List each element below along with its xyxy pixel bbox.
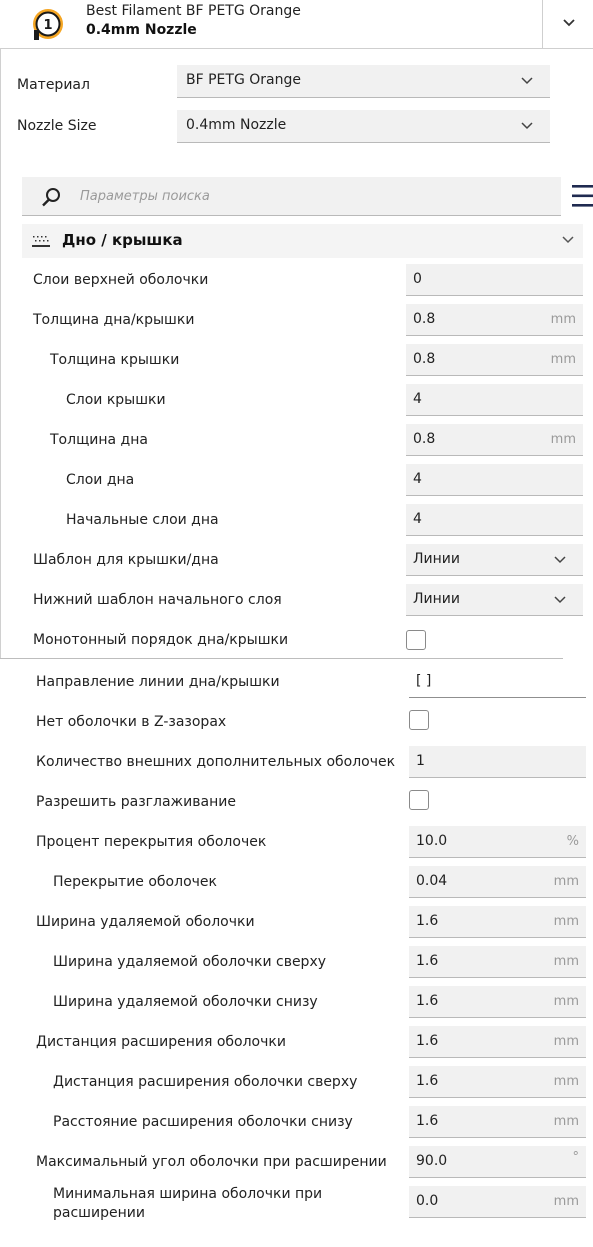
setting-unit: mm [550,352,576,367]
setting-value: 1.6 [416,1113,439,1129]
setting-value: 10.0 [416,833,448,849]
setting-label: Слои крышки [66,392,166,408]
bottom-skin-expand-distance-input[interactable] [409,1106,586,1138]
setting-value: Линии [413,591,460,607]
ironing-checkbox[interactable] [409,790,429,810]
setting-label [53,1185,322,1223]
setting-top-bottom-pattern [0,544,593,578]
setting-unit: ° [572,1150,579,1165]
material-title: Best Filament BF PETG Orange [86,3,301,19]
setting-unit: mm [550,432,576,447]
setting-value: 0 [413,271,422,287]
top-thickness-input[interactable] [406,344,583,376]
setting-value: 0.0 [416,1193,439,1209]
setting-value: 1.6 [416,1073,439,1089]
setting-initial-bottom-pattern [0,584,593,618]
initial-bottom-pattern-select[interactable] [406,584,583,616]
nozzle-title: 0.4mm Nozzle [86,22,197,38]
setting-label: Количество внешних дополнительных оболочек [36,754,396,770]
nozzle-select-value: 0.4mm Nozzle [186,117,287,133]
skin-overlap-input[interactable] [409,866,586,898]
setting-unit: mm [553,1034,579,1049]
chevron-down-icon[interactable] [560,14,578,32]
setting-label: Расстояние расширения оболочки снизу [53,1114,353,1130]
setting-unit: mm [553,914,579,929]
setting-skin-overlap [0,866,593,900]
no-skin-z-gaps-checkbox[interactable] [409,710,429,730]
setting-label: Слои дна [66,472,135,488]
max-skin-angle-input[interactable] [409,1146,586,1178]
chevron-down-icon [553,593,567,607]
top-skin-expand-distance-input[interactable] [409,1066,586,1098]
setting-unit: mm [553,1074,579,1089]
search-input[interactable] [22,177,561,216]
setting-value: 4 [413,471,422,487]
setting-value: 1 [416,753,425,769]
divider [0,658,563,659]
section-header-top-bottom[interactable] [22,224,583,258]
setting-label: Дистанция расширения оболочки сверху [53,1074,358,1090]
setting-top-thickness [0,344,593,378]
setting-label: Ширина удаляемой оболочки сверху [53,954,327,970]
setting-top-bottom-thickness [0,304,593,338]
search-placeholder: Параметры поиска [80,189,210,204]
setting-unit: % [566,834,579,849]
skin-expand-distance-input[interactable] [409,1026,586,1058]
setting-bottom-thickness [0,424,593,458]
top-bottom-icon [32,234,50,248]
setting-value: 0.8 [413,311,436,327]
setting-label: Ширина удаляемой оболочки снизу [53,994,318,1010]
setting-value: 90.0 [416,1153,448,1169]
setting-skin-expand-distance [0,1026,593,1060]
setting-label-line2: расширении [53,1205,145,1221]
setting-unit: mm [553,1194,579,1209]
setting-initial-bottom-layers [0,504,593,538]
setting-unit: mm [553,874,579,889]
setting-value: 0.8 [413,351,436,367]
skin-removal-width-input[interactable] [409,906,586,938]
menu-icon[interactable] [572,183,593,209]
setting-no-skin-z-gaps [0,706,593,740]
nozzle-label: Nozzle Size [17,118,97,134]
setting-label: Начальные слои дна [66,512,219,528]
setting-label: Толщина крышки [50,352,180,368]
material-select-value: BF PETG Orange [186,72,301,88]
setting-value: 1.6 [416,993,439,1009]
setting-unit: mm [550,312,576,327]
setting-skin-overlap-percent [0,826,593,860]
setting-skin-removal-width [0,906,593,940]
setting-top-skin-expand-distance [0,1066,593,1100]
top-skin-removal-width-input[interactable] [409,946,586,978]
setting-unit: mm [553,954,579,969]
top-bottom-pattern-select[interactable] [406,544,583,576]
chevron-down-icon [553,553,567,567]
chevron-down-icon [520,74,534,88]
setting-top-skin-removal-width [0,946,593,980]
initial-bottom-layers-input[interactable] [406,504,583,536]
setting-label: Дистанция расширения оболочки [36,1034,286,1050]
setting-value: 1.6 [416,913,439,929]
setting-value: 0.04 [416,873,448,889]
bottom-thickness-input[interactable] [406,424,583,456]
setting-label: Толщина дна/крышки [33,312,195,328]
setting-bottom-skin-removal-width [0,986,593,1020]
material-label: Материал [17,77,90,93]
setting-max-skin-angle [0,1146,593,1180]
skin-overlap-percent-input[interactable] [409,826,586,858]
setting-monotonic-order [0,624,593,658]
setting-value: Линии [413,551,460,567]
material-select[interactable] [177,65,550,98]
top-layers-input[interactable] [406,264,583,296]
top-layers-count-input[interactable] [406,384,583,416]
setting-unit: mm [553,1114,579,1129]
setting-label: Нет оболочки в Z-зазорах [36,714,227,730]
setting-line-directions [0,666,593,700]
setting-label: Шаблон для крышки/дна [33,552,219,568]
setting-label: Ширина удаляемой оболочки [36,914,255,930]
setting-min-skin-width [0,1186,593,1226]
setting-value: 1.6 [416,1033,439,1049]
top-bottom-thickness-input[interactable] [406,304,583,336]
line-directions-input[interactable] [409,666,586,698]
setting-value: 1.6 [416,953,439,969]
monotonic-order-checkbox[interactable] [406,630,426,650]
setting-label-line1: Минимальная ширина оболочки при [53,1186,323,1202]
extra-skin-walls-input[interactable] [409,746,586,778]
nozzle-select[interactable] [177,110,550,143]
setting-bottom-skin-expand-distance [0,1106,593,1140]
bottom-skin-removal-width-input[interactable] [409,986,586,1018]
setting-label: Монотонный порядок дна/крышки [33,632,289,648]
setting-ironing [0,786,593,820]
setting-label: Нижний шаблон начального слоя [33,592,282,608]
chevron-down-icon [520,119,534,133]
setting-extra-skin-walls [0,746,593,780]
section-title: Дно / крышка [62,231,183,249]
setting-value: 4 [413,391,422,407]
setting-bottom-layers [0,464,593,498]
extruder-badge-icon [32,8,64,40]
setting-label: Максимальный угол оболочки при расширении [36,1154,387,1170]
setting-top-layers [0,264,593,298]
setting-label: Процент перекрытия оболочек [36,834,267,850]
min-skin-width-input[interactable] [409,1186,586,1218]
setting-label: Перекрытие оболочек [53,874,217,890]
setting-label: Слои верхней оболочки [33,272,209,288]
setting-unit: mm [553,994,579,1009]
setting-label: Направление линии дна/крышки [36,674,280,690]
setting-label: Разрешить разглаживание [36,794,236,810]
search-icon [40,186,62,208]
setting-top-layers-count [0,384,593,418]
setting-value: [ ] [416,673,432,689]
setting-value: 4 [413,511,422,527]
extruder-number: 1 [43,18,53,33]
bottom-layers-input[interactable] [406,464,583,496]
setting-value: 0.8 [413,431,436,447]
chevron-down-icon [561,233,575,247]
setting-label: Толщина дна [50,432,148,448]
